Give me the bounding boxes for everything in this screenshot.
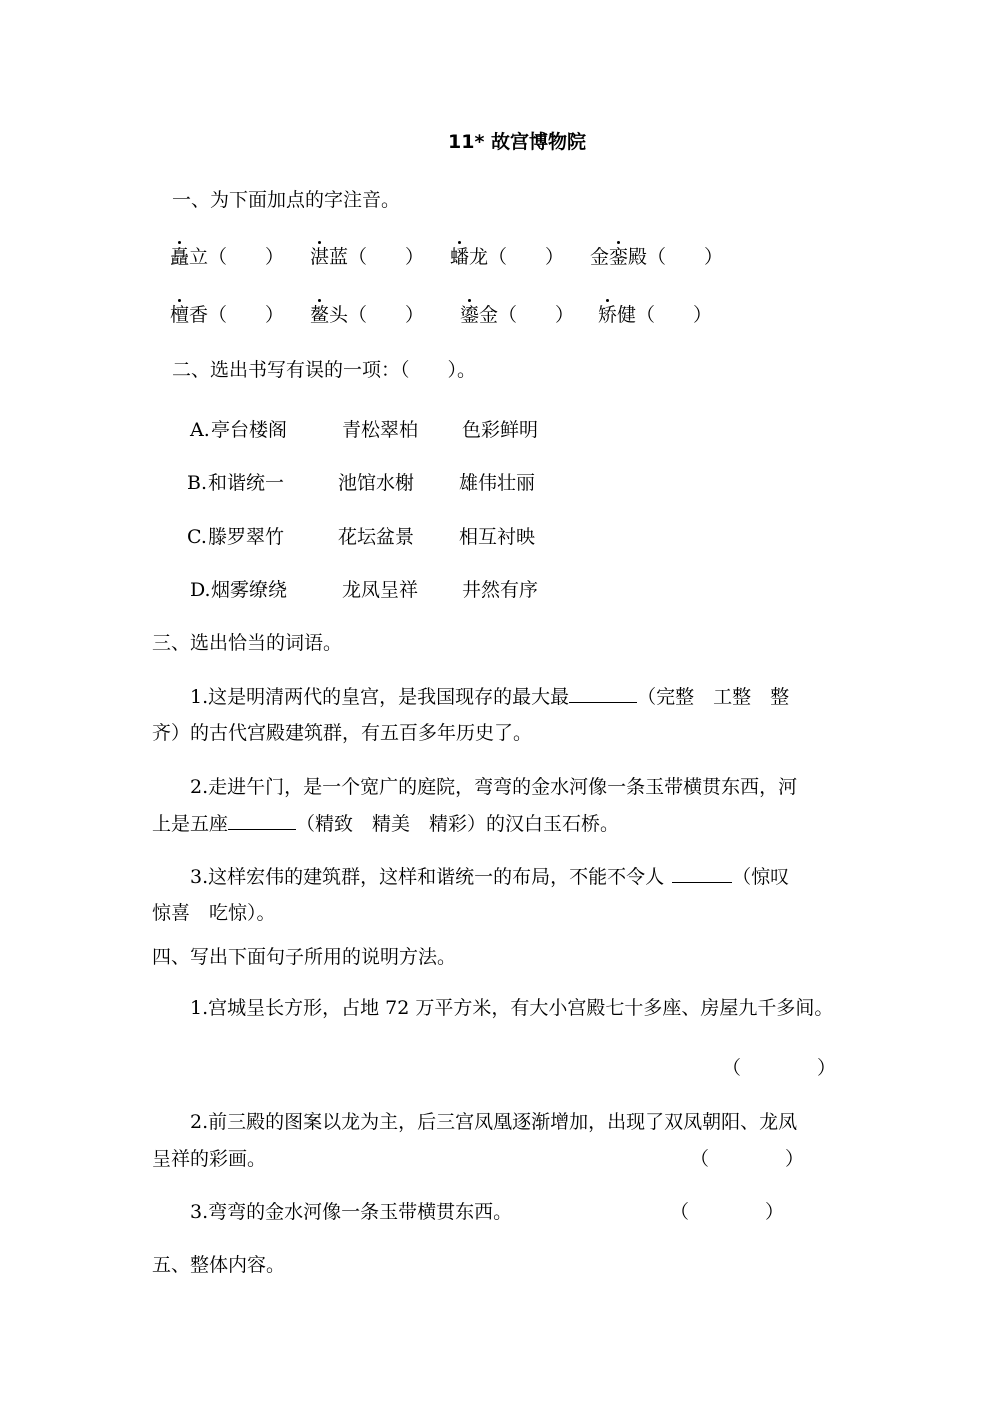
dotted-char: 蟠	[450, 246, 470, 268]
dotted-char: 湛	[310, 246, 330, 268]
pinyin-item-1	[170, 248, 284, 267]
option-c-word-1: 滕罗翠竹	[208, 526, 285, 548]
s3-q3-text: 3.这样宏伟的建筑群，这样和谐统一的布局，不能不令人	[190, 866, 665, 888]
s4-q2-line1: 2.前三殿的图案以龙为主，后三宫凤凰逐渐增加，出现了双凤朝阳、龙凤	[190, 1111, 798, 1133]
pinyin-item-8	[598, 306, 712, 325]
option-d-word-3: 井然有序	[462, 579, 539, 601]
s3-q2-choices: （精致 精美 精彩）的汉白玉石桥。	[296, 813, 620, 835]
s3-q2-text: 上是五座	[152, 813, 229, 835]
s3-q1-choices: （完整 工整 整	[637, 686, 790, 708]
plain-char: 金	[590, 246, 610, 268]
option-c-word-2: 花坛盆景	[338, 526, 415, 548]
section4-heading: 四、写出下面句子所用的说明方法。	[152, 946, 457, 968]
pinyin-item-2	[310, 248, 424, 267]
answer-blank[interactable]	[228, 828, 296, 830]
option-a-word-3: 色彩鲜明	[462, 419, 539, 441]
s3-q1-line2: 齐）的古代宫殿建筑群，有五百多年历史了。	[152, 722, 533, 744]
option-c-label: C.	[187, 526, 207, 548]
section2-heading: 二、选出书写有误的一项：（ ）。	[172, 359, 477, 381]
option-d-word-2: 龙凤呈祥	[342, 579, 419, 601]
option-b-word-3: 雄伟壮丽	[459, 472, 536, 494]
pinyin-blank[interactable]: 龙（ ）	[469, 246, 565, 268]
pinyin-blank[interactable]: 健（ ）	[617, 304, 713, 326]
dotted-char: 鎏	[460, 304, 480, 326]
option-c-word-3: 相互衬映	[459, 526, 536, 548]
option-a-word-2: 青松翠柏	[342, 419, 419, 441]
pinyin-item-4	[590, 248, 723, 267]
pinyin-blank[interactable]: 蓝（ ）	[329, 246, 425, 268]
pinyin-item-3	[450, 248, 564, 267]
dotted-char: 矫	[598, 304, 618, 326]
s4-q1-text: 1.宫城呈长方形，占地 72 万平方米，有大小宫殿七十多座、房屋九千多间。	[190, 997, 834, 1019]
section1-heading: 一、为下面加点的字注音。	[172, 189, 401, 211]
answer-blank[interactable]	[672, 881, 732, 883]
s4-q3-answer[interactable]: （ ）	[670, 1201, 785, 1223]
pinyin-item-5	[170, 306, 284, 325]
section3-heading: 三、选出恰当的词语。	[152, 632, 343, 654]
s4-q3-text: 3.弯弯的金水河像一条玉带横贯东西。	[190, 1201, 513, 1223]
s3-q3-choices: （惊叹	[732, 866, 790, 888]
s4-q2-answer[interactable]: （ ）	[690, 1148, 805, 1170]
pinyin-blank[interactable]: 香（ ）	[189, 304, 285, 326]
dotted-char: 矗	[170, 246, 190, 268]
s4-q2-line2: 呈祥的彩画。	[152, 1148, 267, 1170]
s4-q1-answer[interactable]: （ ）	[722, 1057, 837, 1079]
s3-q1-line1	[190, 688, 789, 707]
s3-q1-text: 1.这是明清两代的皇宫，是我国现存的最大最	[190, 686, 570, 708]
option-b-word-2: 池馆水榭	[338, 472, 415, 494]
option-d-word-1: 烟雾缭绕	[211, 579, 288, 601]
s3-q3-line2: 惊喜 吃惊）。	[152, 902, 276, 924]
pinyin-blank[interactable]: 头（ ）	[329, 304, 425, 326]
page-title: 11* 故宫博物院	[448, 131, 586, 153]
option-b-label: B.	[187, 472, 208, 494]
dotted-char: 銮	[609, 246, 629, 268]
s3-q2-line1: 2.走进午门，是一个宽广的庭院，弯弯的金水河像一条玉带横贯东西，河	[190, 776, 798, 798]
pinyin-blank[interactable]: 殿（ ）	[628, 246, 724, 268]
option-b-word-1: 和谐统一	[208, 472, 285, 494]
dotted-char: 檀	[170, 304, 190, 326]
pinyin-item-6	[310, 306, 424, 325]
s3-q2-line2	[152, 815, 619, 834]
option-d-label: D.	[190, 579, 211, 601]
section5-heading: 五、整体内容。	[152, 1254, 286, 1276]
pinyin-blank[interactable]: 立（ ）	[189, 246, 285, 268]
pinyin-item-7	[460, 306, 574, 325]
option-a-label: A.	[190, 419, 210, 441]
answer-blank[interactable]	[569, 701, 637, 703]
pinyin-blank[interactable]: 金（ ）	[479, 304, 575, 326]
dotted-char: 鳌	[310, 304, 330, 326]
option-a-word-1: 亭台楼阁	[211, 419, 288, 441]
s3-q3-line1	[190, 868, 789, 887]
